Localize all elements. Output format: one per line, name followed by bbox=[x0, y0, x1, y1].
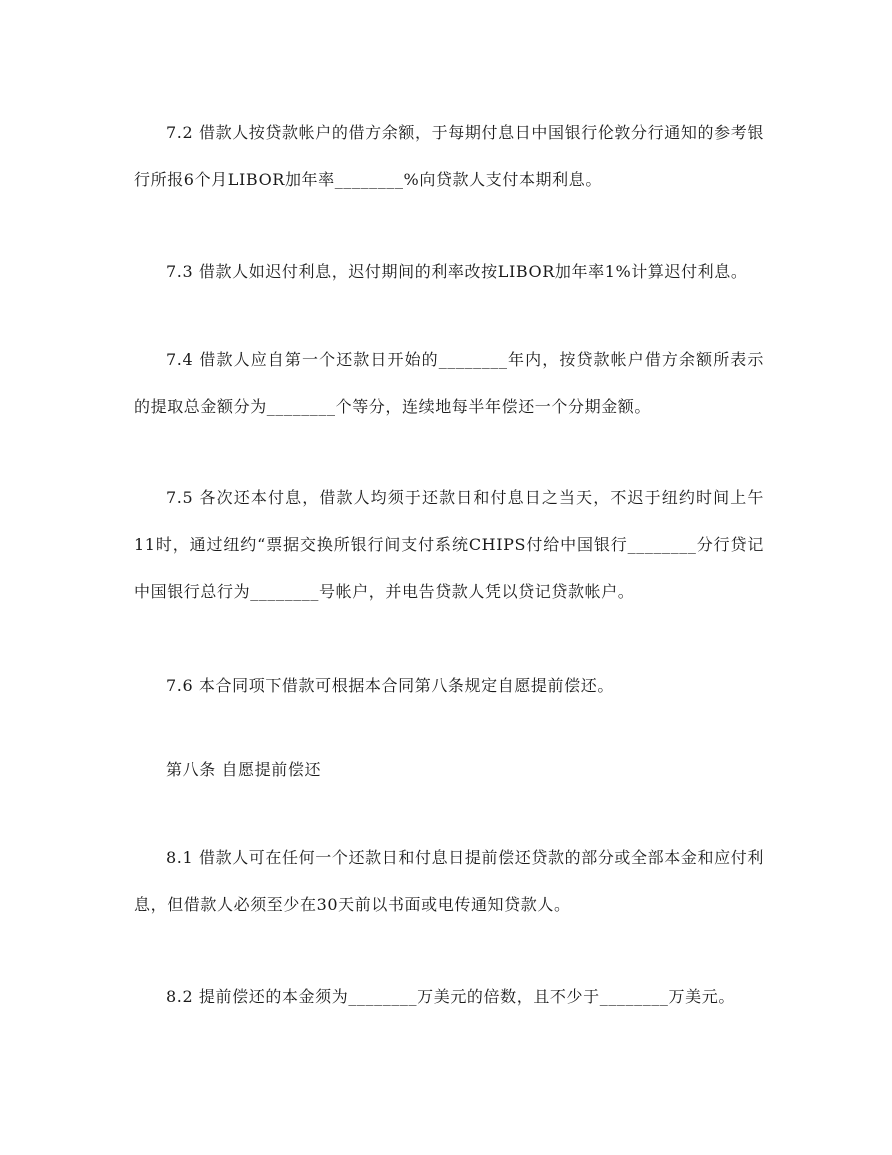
article-8-heading: 第八条 自愿提前偿还 bbox=[166, 760, 322, 779]
clause-7-6: 7.6 本合同项下借款可根据本合同第八条规定自愿提前偿还。 bbox=[166, 676, 614, 695]
clause-7-3: 7.3 借款人如迟付利息，迟付期间的利率改按LIBOR加年率1%计算迟付利息。 bbox=[166, 262, 748, 281]
clause-7-5: 7.5 各次还本付息，借款人均须于还款日和付息日之当天，不迟于纽约时间上午11时，通过纽约“票据交换所银行间支付系统CHIPS付给中国银行________分行贷记中国银行总行为________号帐户，并电告贷款人凭以贷记贷款帐户。 bbox=[134, 488, 764, 601]
clause-8-2: 8.2 提前偿还的本金须为________万美元的倍数，且不少于________万美元。 bbox=[166, 987, 735, 1006]
clause-7-2: 7.2 借款人按贷款帐户的借方余额，于每期付息日中国银行伦敦分行通知的参考银行所报6个月LIBOR加年率________%向贷款人支付本期利息。 bbox=[134, 123, 764, 189]
clause-8-1: 8.1 借款人可在任何一个还款日和付息日提前偿还贷款的部分或全部本金和应付利息，但借款人必须至少在30天前以书面或电传通知贷款人。 bbox=[134, 848, 764, 914]
clause-7-4: 7.4 借款人应自第一个还款日开始的________年内，按贷款帐户借方余额所表示的提取总金额分为________个等分，连续地每半年偿还一个分期金额。 bbox=[134, 350, 764, 416]
